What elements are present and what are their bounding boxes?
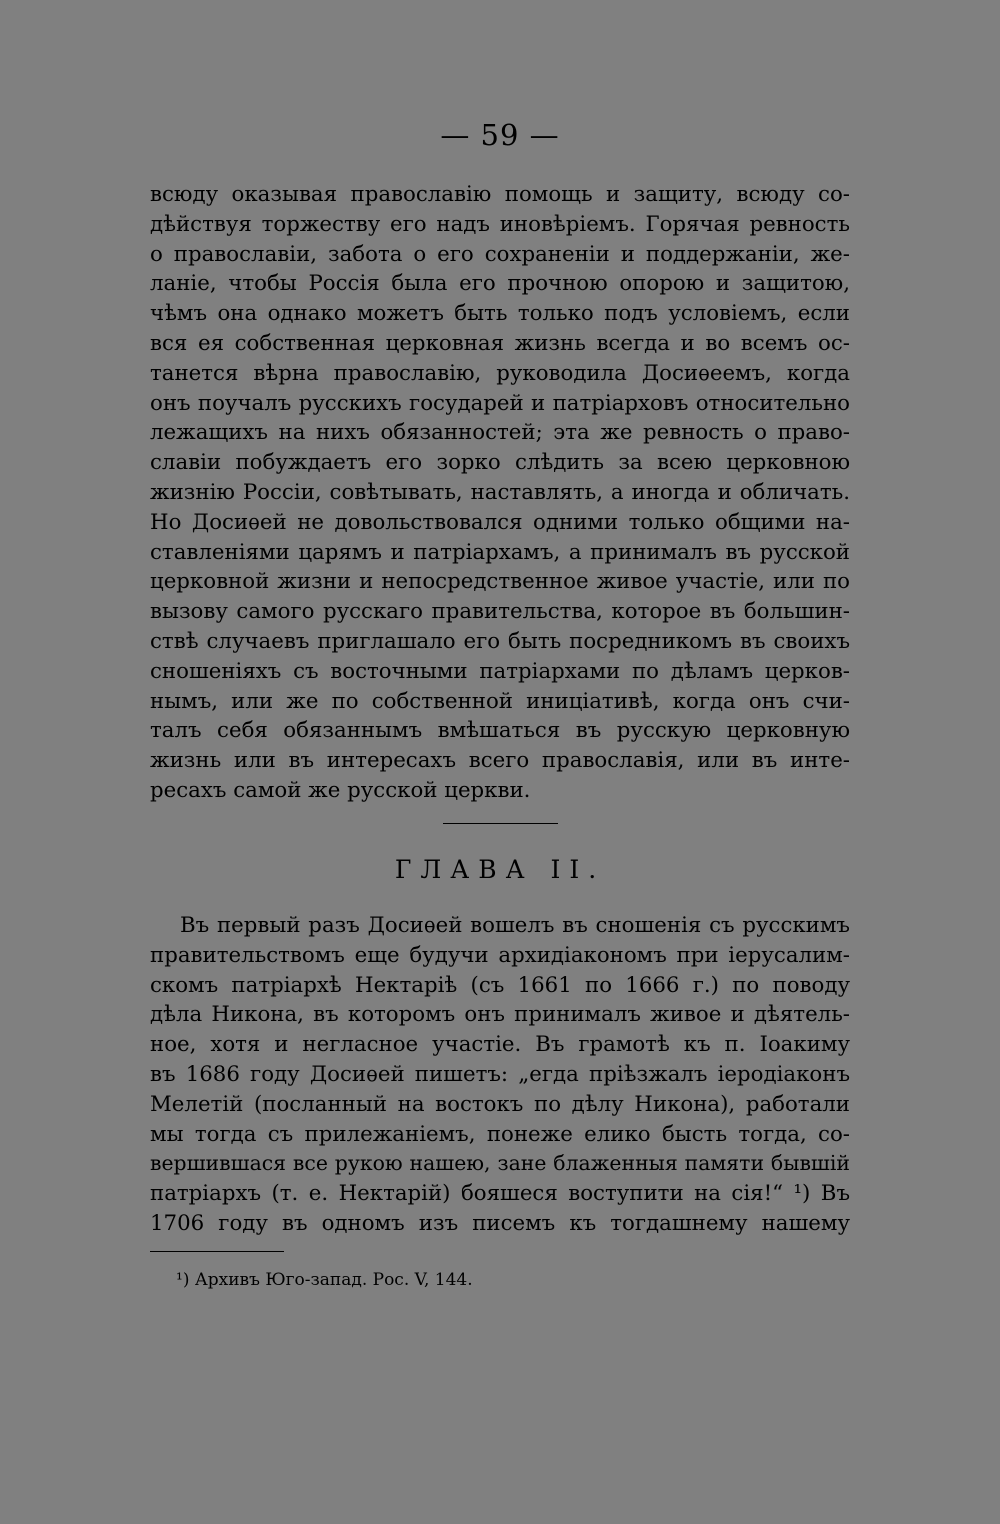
text-line: дѣла Никона, въ которомъ онъ принималъ живое и дѣятель- xyxy=(150,1002,850,1028)
text-line: вся ея собственная церковная жизнь всегда и во всемъ ос- xyxy=(150,330,850,356)
text-line: талъ себя обязаннымъ вмѣшаться въ русскую церковную xyxy=(150,718,850,744)
text-line: правительствомъ еще будучи архидіакономъ при іерусалим- xyxy=(150,942,850,968)
text-line: ресахъ самой же русской церкви. xyxy=(150,777,531,803)
text-line: скомъ патріархѣ Нектаріѣ (съ 1661 по 1666 г.) по поводу xyxy=(150,972,850,998)
text-line: вызову самого русскаго правительства, которое въ большин- xyxy=(150,599,850,625)
text-line: 1706 году въ одномъ изъ писемъ къ тогдашнему нашему xyxy=(150,1210,850,1236)
text-line: патріархъ (т. е. Нектарій) бояшеся воступити на сія!“ ¹) Въ xyxy=(150,1181,850,1207)
footnote: ¹) Архивъ Юго-запад. Рос. V, 144. xyxy=(176,1270,473,1290)
text-line: жизнь или въ интересахъ всего православія, или въ инте- xyxy=(150,748,850,774)
text-line: лежащихъ на нихъ обязанностей; эта же ревность о право- xyxy=(150,420,850,446)
text-line: чѣмъ она однако можетъ быть только подъ условіемъ, если xyxy=(150,301,850,327)
text-line: о православіи, забота о его сохраненіи и поддержаніи, же- xyxy=(150,241,850,267)
paragraph-2 xyxy=(150,911,850,1239)
text-line: вершившася все рукою нашею, зане блаженныя памяти бывшій xyxy=(150,1151,850,1176)
text-line: всюду оказывая православію помощь и защиту, всюду со- xyxy=(150,182,850,207)
text-line: онъ поучалъ русскихъ государей и патріарховъ относительно xyxy=(150,390,850,416)
text-line: ное, хотя и негласное участіе. Въ грамотѣ къ п. Іоакиму xyxy=(150,1032,850,1058)
text-line: церковной жизни и непосредственное живое участіе, или по xyxy=(150,569,850,595)
text-line: Въ первый разъ Досиѳей вошелъ въ сношенія съ русскимъ xyxy=(180,913,850,938)
text-line: Но Досиѳей не довольствовался одними только общими на- xyxy=(150,509,850,535)
text-line: ланіе, чтобы Россія была его прочною опорою и защитою, xyxy=(150,271,850,297)
text-line: танется вѣрна православію, руководила Досиѳеемъ, когда xyxy=(150,360,850,386)
text-line: ставленіями царямъ и патріархамъ, а принималъ въ русской xyxy=(150,539,850,565)
chapter-title: ГЛАВА II. xyxy=(394,855,606,884)
text-line: нымъ, или же по собственной иниціативѣ, когда онъ счи- xyxy=(150,688,850,714)
text-line: сношеніяхъ съ восточными патріархами по дѣламъ церков- xyxy=(150,658,850,684)
paragraph-1 xyxy=(150,180,850,806)
text-line: славіи побуждаетъ его зорко слѣдить за всею церковною xyxy=(150,450,850,476)
text-line: ствѣ случаевъ приглашало его быть посредникомъ въ своихъ xyxy=(150,628,850,654)
text-line: въ 1686 году Досиѳей пишетъ: „егда пріѣзжалъ іеродіаконъ xyxy=(150,1061,850,1087)
section-divider xyxy=(443,823,558,824)
text-line: Мелетій (посланный на востокъ по дѣлу Никона), работали xyxy=(150,1091,850,1117)
text-line: жизнію Россіи, совѣтывать, наставлять, а иногда и обличать. xyxy=(150,479,850,505)
text-line: дѣйствуя торжеству его надъ иновѣріемъ. Горячая ревность xyxy=(150,211,850,237)
page-number: — 59 — xyxy=(440,118,560,152)
footnote-rule xyxy=(150,1251,284,1252)
text-line: мы тогда съ прилежаніемъ, понеже елико бысть тогда, со- xyxy=(150,1121,850,1147)
